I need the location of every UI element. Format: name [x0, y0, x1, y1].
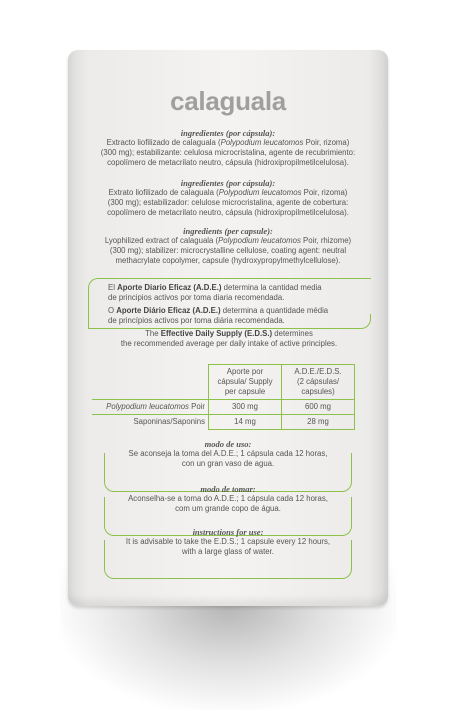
text: Poir [188, 402, 205, 411]
product-title: calaguala [170, 86, 286, 116]
use-es [96, 439, 360, 469]
ade-pt-line2: de princípios activos por toma diária recomendada. [108, 316, 285, 325]
ingredients-en-line2: (300 mg); stabilizer: microcrystalline cellulose, coating agent: neutral [109, 246, 347, 255]
term: Aporte Diario Eficaz (A.D.E.) [117, 283, 222, 292]
use-pt-line2: com um grande copo de água. [175, 504, 281, 513]
use-en-line2: with a large glass of water. [182, 547, 274, 556]
ade-pt [108, 306, 368, 326]
product-box-back [68, 50, 388, 606]
use-es-line2: con un gran vaso de agua. [181, 459, 275, 468]
header-per-capsule [209, 365, 282, 400]
text: Extrato liofilizado de calaguala ( [108, 188, 219, 197]
text: Poir, rizoma) [301, 188, 348, 197]
header-text: per capsule [224, 387, 266, 396]
use-es-line1: Se aconseja la toma del A.D.E.; 1 cápsula cada 12 horas, [128, 449, 328, 458]
row-value: 14 mg [209, 415, 282, 430]
ingredients-es-line2: (300 mg); estabilizante: celulosa microcristalina, agente de recubrimiento: [100, 148, 356, 157]
table-empty-cell [92, 365, 209, 400]
row-value: 300 mg [209, 400, 282, 415]
header-text: cápsula/ Supply [217, 377, 273, 386]
ingredients-pt-line2: (300 mg); estabilizador: celulose microcristalina, agente de cobertura: [107, 198, 349, 207]
latin-name: Polypodium leucatomos [106, 402, 189, 411]
ade-es-line1 [108, 283, 368, 293]
ingredients-es [78, 128, 378, 168]
text: The [145, 329, 161, 338]
use-pt [96, 484, 360, 514]
use-es-heading: modo de uso: [204, 439, 252, 449]
text: O [108, 306, 117, 315]
header-text: Aporte por [226, 367, 264, 376]
row-value: 28 mg [282, 415, 355, 430]
text: determina la cantidad media [221, 283, 322, 292]
ingredients-en-heading: ingredients (per capsule): [183, 226, 273, 236]
table-row [92, 415, 355, 430]
text: determines [272, 329, 313, 338]
ingredients-en [78, 226, 378, 266]
header-text: (2 cápsulas/ [296, 377, 340, 386]
ingredients-es-heading: ingredientes (por cápsula): [180, 128, 276, 138]
use-en-heading: instructions for use: [192, 527, 264, 537]
latin-name: Polypodium leucatomos [218, 236, 301, 245]
ingredients-en-line3: methacrylate copolymer, capsule (hydroxypropylmethylcellulose). [115, 256, 341, 265]
ade-en-line2: the recommended average per daily intake of active principles. [120, 339, 338, 348]
ingredients-pt [78, 178, 378, 218]
table-row [92, 400, 355, 415]
ade-es [108, 283, 368, 303]
text: Poir, rhizome) [300, 236, 352, 245]
row-name [92, 400, 209, 415]
row-name: Saponinas/Saponins [92, 415, 209, 430]
latin-name: Polypodium leucatomos [218, 188, 302, 197]
ingredients-en-line1 [78, 236, 378, 246]
use-en-line1: It is advisable to take the E.D.S.; 1 capsule every 12 hours, [125, 537, 331, 546]
ingredients-pt-line1 [78, 188, 378, 198]
text: El [108, 283, 118, 292]
ade-en-line1 [86, 329, 372, 339]
latin-name: Polypodium leucatomos [220, 138, 304, 147]
use-en [96, 527, 360, 557]
header-ade-eds [282, 365, 355, 400]
ingredients-pt-heading: ingredientes (por cápsula): [180, 178, 276, 188]
use-pt-line1: Aconselha-se a toma do A.D.E.; 1 cápsula cada 12 horas, [128, 494, 328, 503]
header-text: capsules) [301, 387, 335, 396]
ade-pt-line1 [108, 306, 368, 316]
ingredients-es-line3: copolímero de metacrilato neutro, cápsula (hidroxipropilmetilcelulosa). [107, 158, 349, 167]
ade-en [86, 329, 372, 349]
text: Poir, rizoma) [303, 138, 350, 147]
dosage-table [92, 364, 355, 430]
ingredients-pt-line3: copolímero de metacrilato neutro, cápsula (hidroxipropilmetilcelulosa). [107, 208, 349, 217]
ingredients-es-line1 [78, 138, 378, 148]
row-value: 600 mg [282, 400, 355, 415]
term: Effective Daily Supply (E.D.S.) [160, 329, 273, 338]
text: Extracto liofilizado de calaguala ( [106, 138, 221, 147]
text: determina a quantidade média [220, 306, 329, 315]
term: Aporte Diário Eficaz (A.D.E.) [116, 306, 221, 315]
text: Lyophilized extract of calaguala ( [104, 236, 219, 245]
table-row [92, 365, 355, 400]
use-pt-heading: modo de tomar: [200, 484, 256, 494]
ade-es-line2: de principios activos por toma diaria recomendada. [108, 293, 285, 302]
header-text: A.D.E./E.D.S. [294, 367, 342, 376]
